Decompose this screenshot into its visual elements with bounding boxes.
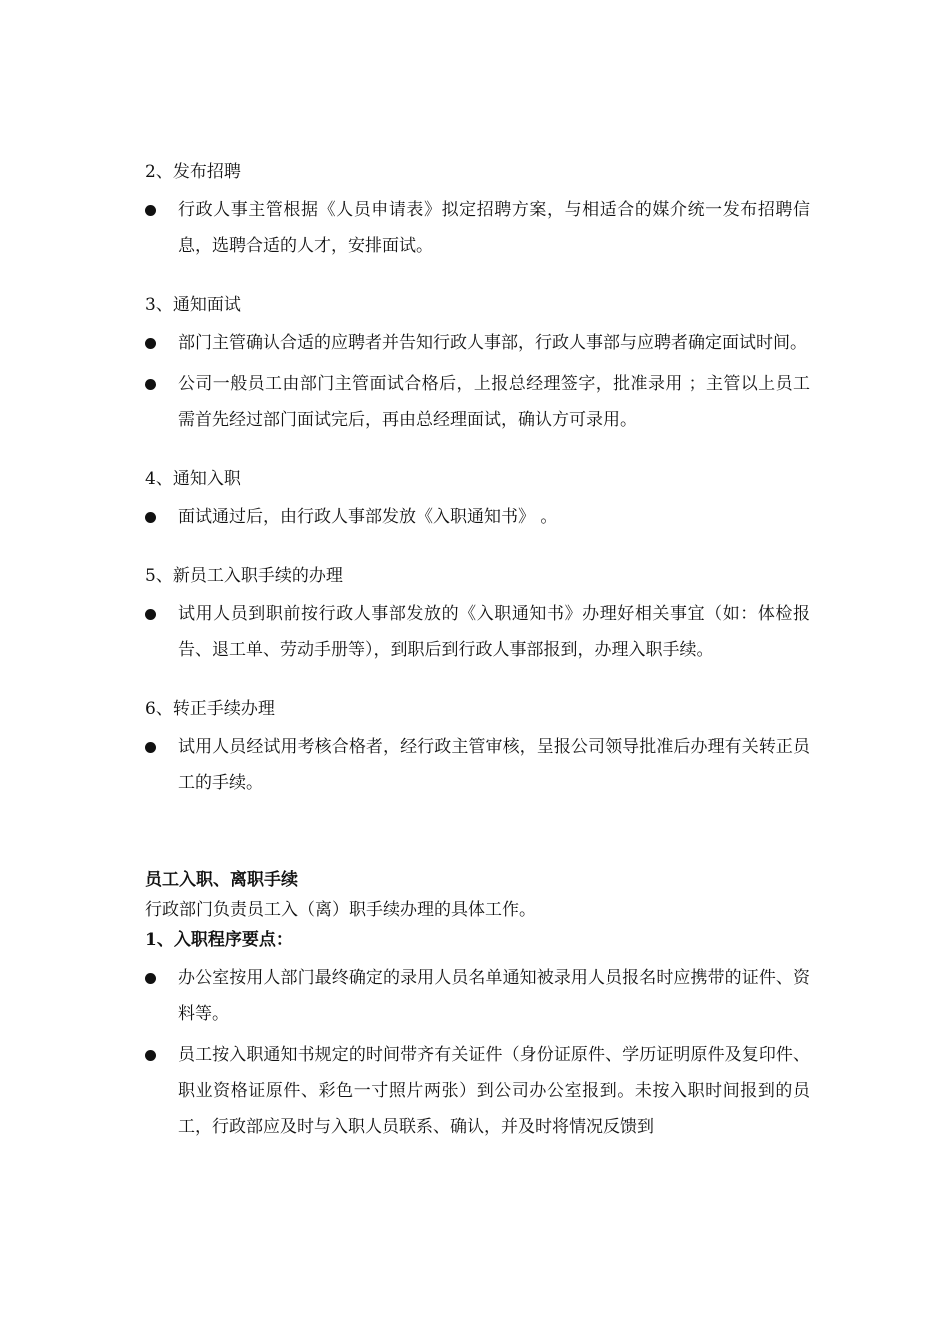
bullet-text: 试用人员到职前按行政人事部发放的《入职通知书》办理好相关事宜（如：体检报告、退工单、劳动手册等），到职后到行政人事部报到，办理入职手续。 xyxy=(178,604,810,660)
bullet-text: 部门主管确认合适的应聘者并告知行政人事部，行政人事部与应聘者确定面试时间。 xyxy=(178,333,807,353)
section-heading-5: 5、新员工入职手续的办理 xyxy=(145,566,343,586)
bullet-dot-icon xyxy=(145,742,156,753)
bullet-item xyxy=(145,1037,810,1145)
bullet-dot-icon xyxy=(145,512,156,523)
bullet-dot-icon xyxy=(145,973,156,984)
part-title: 员工入职、离职手续 xyxy=(145,870,298,890)
bullet-text: 试用人员经试用考核合格者，经行政主管审核，呈报公司领导批准后办理有关转正员工的手续。 xyxy=(178,737,810,793)
bullet-text: 公司一般员工由部门主管面试合格后，上报总经理签字，批准录用 ；主管以上员工需首先经过部门面试完后，再由总经理面试，确认方可录用。 xyxy=(178,374,810,430)
bullet-text: 行政人事主管根据《人员申请表》拟定招聘方案，与相适合的媒介统一发布招聘信息，选聘合适的人才，安排面试。 xyxy=(178,200,810,256)
bullet-item xyxy=(145,499,810,535)
bullet-dot-icon xyxy=(145,338,156,349)
section-heading-4: 4、通知入职 xyxy=(145,469,241,489)
section-heading-2: 2、发布招聘 xyxy=(145,162,241,182)
bullet-text: 员工按入职通知书规定的时间带齐有关证件（身份证原件、学历证明原件及复印件、职业资格证原件、彩色一寸照片两张）到公司办公室报到。未按入职时间报到的员工，行政部应及时与入职人员联系、确认，并及时将情况反馈到 xyxy=(178,1045,810,1137)
bullet-text: 办公室按用人部门最终确定的录用人员名单通知被录用人员报名时应携带的证件、资料等。 xyxy=(178,968,810,1024)
section-heading-6: 6、转正手续办理 xyxy=(145,699,275,719)
bullet-item xyxy=(145,366,810,438)
bullet-item xyxy=(145,729,810,801)
bullet-item xyxy=(145,325,810,361)
bullet-dot-icon xyxy=(145,379,156,390)
document-content xyxy=(145,157,810,1145)
part-subheading: 1、入职程序要点： xyxy=(145,930,293,950)
bullet-dot-icon xyxy=(145,205,156,216)
bullet-text: 面试通过后，由行政人事部发放《入职通知书》 。 xyxy=(178,507,558,527)
bullet-item xyxy=(145,192,810,264)
section-heading-3: 3、通知面试 xyxy=(145,295,241,315)
bullet-dot-icon xyxy=(145,609,156,620)
bullet-item xyxy=(145,960,810,1032)
part-intro: 行政部门负责员工入（离）职手续办理的具体工作。 xyxy=(145,900,536,920)
bullet-dot-icon xyxy=(145,1050,156,1061)
bullet-item xyxy=(145,596,810,668)
